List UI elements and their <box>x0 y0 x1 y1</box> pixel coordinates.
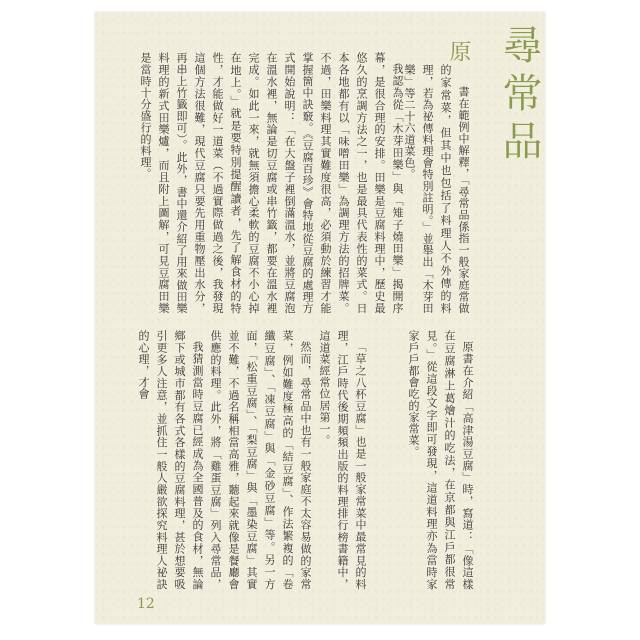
page-number: 12 <box>137 596 155 612</box>
paragraph-5: 然而，尋常品中也有一般家庭不太容易做的家常菜，例如難度極高的「結豆腐」、作法繁複的「卷纖豆腐」、「凍豆腐」與「金砂豆腐」等。另一方面，「松重豆腐」、「梨豆腐」與「墨染豆腐」其實並不難，不過名稱相當高雅，聽起來就像是餐廳會供應的料理。此外，將「雞蛋豆腐」列入尋常品， <box>209 330 312 590</box>
section-heading: 原 <box>446 40 471 76</box>
paragraph-2: 我認為從「木芽田樂」與「雉子燒田樂」揭開序幕，是很合理的安排。田樂是豆腐料理中，歷史最悠久的烹調方法之一，也是最具代表性的菜式。日本各地都有以「味噌田樂」為調理方法的招牌菜。不過，田樂料理其實難度很高，必須動於練習才能掌握箇中訣竅。《豆腐百珍》會特地從豆腐的處理方式開始說明：「在大盤子裡倒滿溫水，並將豆腐泡在溫水裡，無論是切豆腐或串竹籤，都要在溫水裡完成。如此一來，就無須擔心柔軟的豆腐不小心掉在地上。」就是要特別提醒讀者，先了解食材的特性，才能做好一道菜（不過實際做過之後，我發現這個方法很難，現代豆腐只要先用重物壓出水分，再串上竹籤即可）。此外，書中還介紹了用來做田樂料理的新式田樂爐，而且附上圖解，可見豆腐田樂是當時十分盛行的料理。 <box>139 52 404 314</box>
paragraph-3: 原書在介紹「高津湯豆腐」時，寫道：「像這樣在豆腐淋上葛燴汁的吃法，在京都與江戶都很常見。」從這段文字即可發現，這道料理亦為當時家家戶戶都會吃的家常菜。 <box>407 330 474 590</box>
paragraph-6: 我猜測當時豆腐已經成為全國普及的食材，無論鄉下或城市都有各式各樣的豆腐料理，甚於想要吸引更多人注意，並抓住一般人嚴欲探究料理人祕訣的心理，才會 <box>137 330 204 590</box>
paragraph-1: 書在範例中解釋，「尋常品係指一般家庭常做的家常菜，但其中也包括了料理人不外傳的料理，若為祕傳料理會特別註明。」並舉出「木芽田樂」等二十六道菜色。 <box>403 64 470 314</box>
page-title: 尋常品 <box>496 24 542 168</box>
paragraph-4: 「草之八杯豆腐」也是一般家常菜中最常見的料理，江戶時代後期頻頻出版的料理排行榜書籍中，這道菜經常位居第一。 <box>318 330 367 590</box>
